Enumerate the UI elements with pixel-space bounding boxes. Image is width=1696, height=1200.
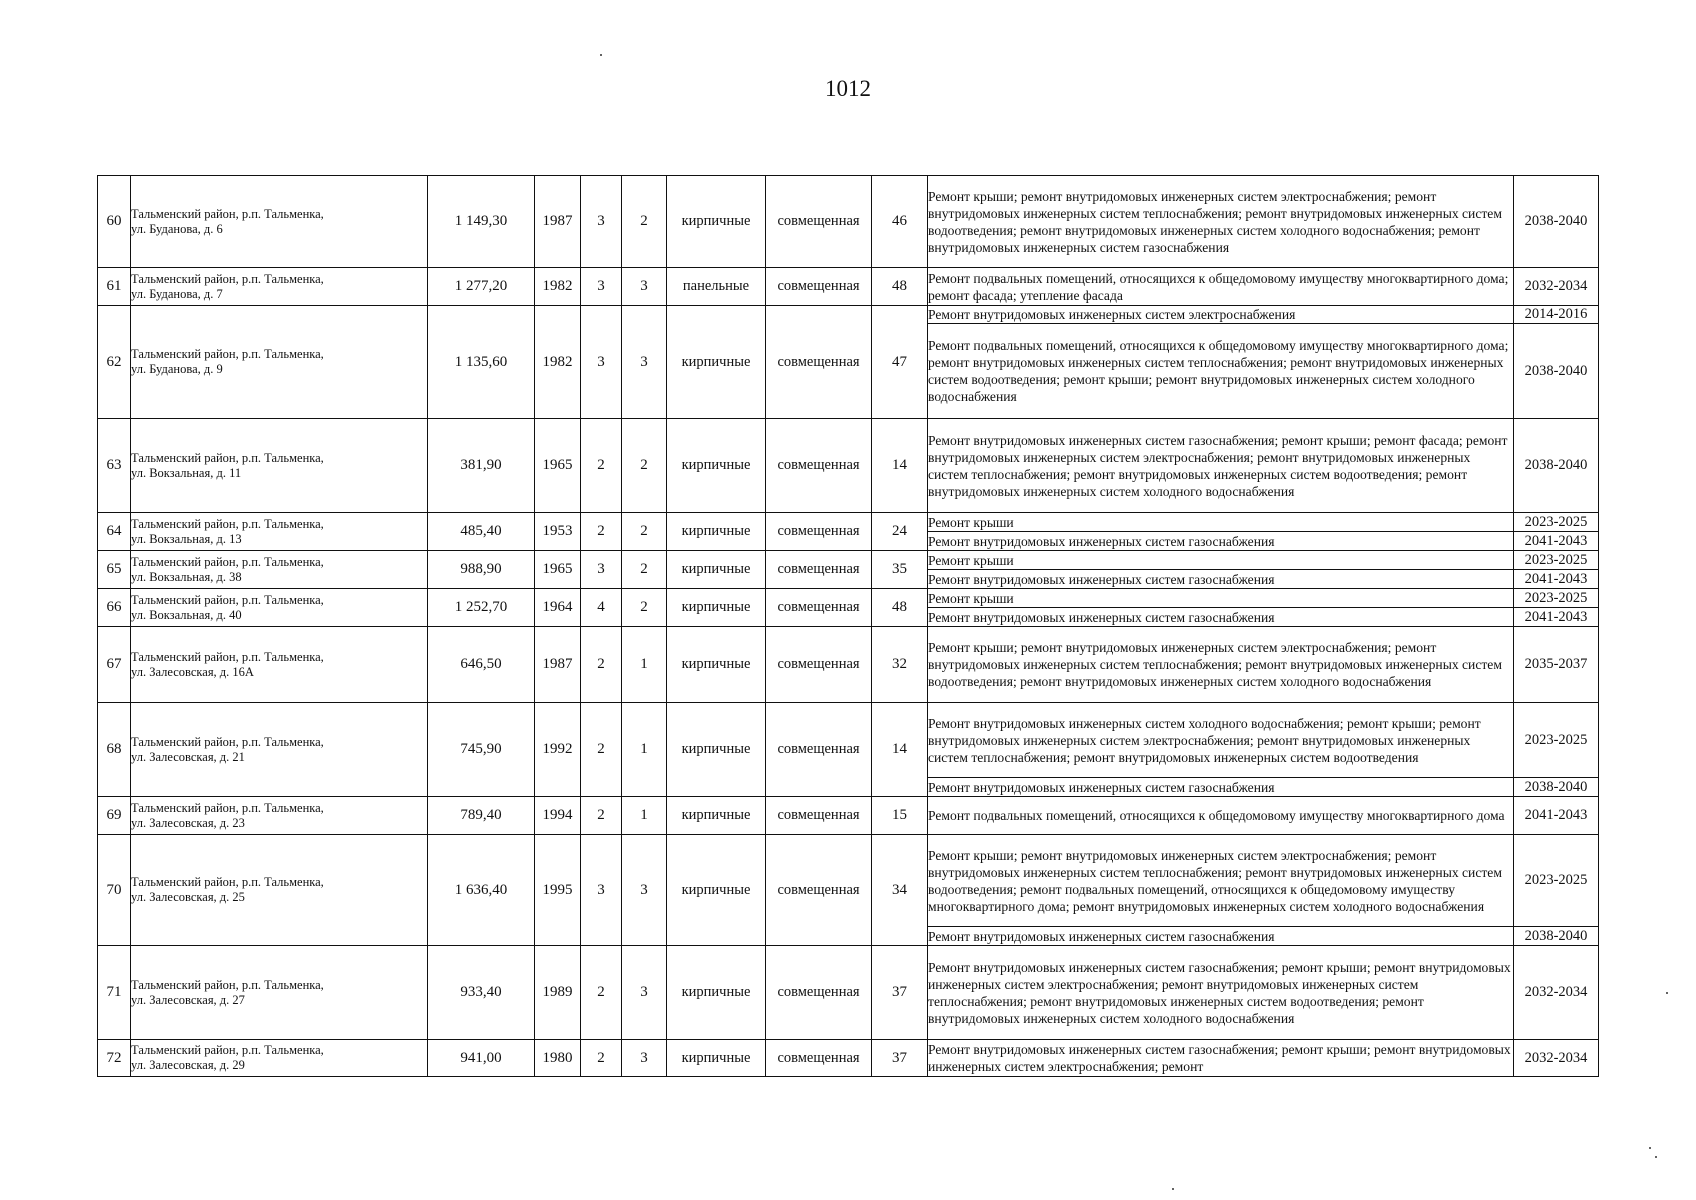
- repair-period: 2023-2025: [1514, 513, 1599, 532]
- roof-type: совмещенная: [766, 306, 872, 419]
- floors: 3: [581, 268, 622, 306]
- address-line: Тальменский район, р.п. Тальменка,: [131, 1043, 324, 1057]
- repair-period: 2038-2040: [1514, 778, 1599, 797]
- total-area: 933,40: [428, 946, 535, 1040]
- address-line: Тальменский район, р.п. Тальменка,: [131, 800, 324, 815]
- row-number: 61: [98, 268, 131, 306]
- repair-period: 2023-2025: [1514, 703, 1599, 778]
- address-line: ул. Залесовская, д. 21: [131, 749, 245, 764]
- roof-type: совмещенная: [766, 946, 872, 1040]
- year-built: 1982: [535, 268, 581, 306]
- wall-material: кирпичные: [667, 551, 766, 589]
- address-line: ул. Залесовская, д. 29: [131, 1058, 245, 1072]
- repair-period: 2032-2034: [1514, 946, 1599, 1040]
- roof-type: совмещенная: [766, 419, 872, 513]
- repair-works: Ремонт подвальных помещений, относящихся к общедомовому имуществу многоквартирного дома; ремонт внутридомовых инженерных систем теплоснабжения; ремонт внутридомовых инженерных систем водоотведения; ремонт крыши; ремонт внутридомовых инженерных систем холодного водоснабжения: [928, 324, 1514, 419]
- total-area: 789,40: [428, 797, 535, 835]
- year-built: 1965: [535, 551, 581, 589]
- roof-type: совмещенная: [766, 589, 872, 627]
- repair-works: Ремонт крыши; ремонт внутридомовых инженерных систем электроснабжения; ремонт внутридомовых инженерных систем теплоснабжения; ремонт внутридомовых инженерных систем водоотведения; ремонт внутридомовых инженерных систем холодного водоснабжения; ремонт внутридомовых инженерных систем газоснабжения: [928, 176, 1514, 268]
- entrances: 3: [622, 268, 667, 306]
- total-area: 941,00: [428, 1040, 535, 1077]
- address-cell: [131, 946, 428, 1040]
- address-line: ул. Залесовская, д. 23: [131, 815, 245, 830]
- scan-speck: [600, 54, 602, 56]
- wall-material: кирпичные: [667, 797, 766, 835]
- year-built: 1953: [535, 513, 581, 551]
- total-area: 485,40: [428, 513, 535, 551]
- repair-period: 2038-2040: [1514, 324, 1599, 419]
- floors: 2: [581, 513, 622, 551]
- wall-material: кирпичные: [667, 306, 766, 419]
- entrances: 1: [622, 627, 667, 703]
- roof-type: совмещенная: [766, 513, 872, 551]
- scan-speck: [1666, 992, 1668, 994]
- repair-works: Ремонт внутридомовых инженерных систем электроснабжения: [928, 306, 1514, 324]
- address-line: Тальменский район, р.п. Тальменка,: [131, 592, 324, 607]
- floors: 2: [581, 946, 622, 1040]
- scan-speck: [1655, 1156, 1657, 1158]
- apartment-count: 32: [872, 627, 928, 703]
- address-line: Тальменский район, р.п. Тальменка,: [131, 450, 324, 465]
- floors: 2: [581, 703, 622, 797]
- floors: 2: [581, 797, 622, 835]
- wall-material: кирпичные: [667, 589, 766, 627]
- repair-period: 2038-2040: [1514, 927, 1599, 946]
- roof-type: совмещенная: [766, 1040, 872, 1077]
- apartment-count: 37: [872, 946, 928, 1040]
- address-line: ул. Вокзальная, д. 13: [131, 531, 242, 546]
- apartment-count: 35: [872, 551, 928, 589]
- entrances: 2: [622, 419, 667, 513]
- address-cell: [131, 627, 428, 703]
- repair-period: 2038-2040: [1514, 176, 1599, 268]
- repair-period: 2038-2040: [1514, 419, 1599, 513]
- entrances: 2: [622, 589, 667, 627]
- year-built: 1964: [535, 589, 581, 627]
- total-area: 745,90: [428, 703, 535, 797]
- repair-period: 2032-2034: [1514, 1040, 1599, 1077]
- repair-works: Ремонт крыши: [928, 589, 1514, 608]
- total-area: 646,50: [428, 627, 535, 703]
- apartment-count: 37: [872, 1040, 928, 1077]
- address-cell: [131, 551, 428, 589]
- repair-works: Ремонт крыши; ремонт внутридомовых инженерных систем электроснабжения; ремонт внутридомовых инженерных систем теплоснабжения; ремонт внутридомовых инженерных систем водоотведения; ремонт подвальных помещений, относящихся к общедомовому имуществу многоквартирного дома; ремонт внутридомовых инженерных систем холодного водоснабжения: [928, 835, 1514, 927]
- apartment-count: 47: [872, 306, 928, 419]
- year-built: 1989: [535, 946, 581, 1040]
- table-row: [98, 946, 1599, 1040]
- table-row: [98, 268, 1599, 306]
- repair-works: Ремонт подвальных помещений, относящихся к общедомовому имуществу многоквартирного дома: [928, 797, 1514, 835]
- address-cell: [131, 1040, 428, 1077]
- roof-type: совмещенная: [766, 627, 872, 703]
- floors: 2: [581, 627, 622, 703]
- apartment-count: 24: [872, 513, 928, 551]
- address-cell: [131, 835, 428, 946]
- apartment-count: 15: [872, 797, 928, 835]
- repair-period: 2041-2043: [1514, 532, 1599, 551]
- row-number: 60: [98, 176, 131, 268]
- address-line: ул. Залесовская, д. 25: [131, 890, 245, 904]
- roof-type: совмещенная: [766, 797, 872, 835]
- table-row: [98, 589, 1599, 608]
- repair-period: 2023-2025: [1514, 835, 1599, 927]
- floors: 3: [581, 306, 622, 419]
- row-number: 66: [98, 589, 131, 627]
- repair-works: Ремонт подвальных помещений, относящихся к общедомовому имуществу многоквартирного дома; ремонт фасада; утепление фасада: [928, 268, 1514, 306]
- year-built: 1987: [535, 176, 581, 268]
- apartment-count: 48: [872, 268, 928, 306]
- repair-works: Ремонт крыши: [928, 551, 1514, 570]
- repair-works: Ремонт внутридомовых инженерных систем газоснабжения; ремонт крыши; ремонт внутридомовых инженерных систем электроснабжения; ремонт внутридомовых инженерных систем теплоснабжения; ремонт внутридомовых инженерных систем водоотведения; ремонт внутридомовых инженерных систем холодного водоснабжения: [928, 946, 1514, 1040]
- total-area: 1 252,70: [428, 589, 535, 627]
- address-cell: [131, 306, 428, 419]
- entrances: 2: [622, 513, 667, 551]
- wall-material: кирпичные: [667, 1040, 766, 1077]
- repair-period: 2032-2034: [1514, 268, 1599, 306]
- repair-works: Ремонт внутридомовых инженерных систем газоснабжения; ремонт крыши; ремонт фасада; ремонт внутридомовых инженерных систем электроснабжения; ремонт внутридомовых инженерных систем теплоснабжения; ремонт внутридомовых инженерных систем водоотведения; ремонт внутридомовых инженерных систем холодного водоснабжения: [928, 419, 1514, 513]
- wall-material: панельные: [667, 268, 766, 306]
- row-number: 71: [98, 946, 131, 1040]
- address-line: ул. Вокзальная, д. 38: [131, 569, 242, 584]
- address-line: ул. Залесовская, д. 27: [131, 992, 245, 1007]
- total-area: 381,90: [428, 419, 535, 513]
- repair-works: Ремонт внутридомовых инженерных систем газоснабжения: [928, 927, 1514, 946]
- apartment-count: 14: [872, 703, 928, 797]
- total-area: 1 277,20: [428, 268, 535, 306]
- address-line: Тальменский район, р.п. Тальменка,: [131, 649, 324, 664]
- repair-period: 2041-2043: [1514, 570, 1599, 589]
- address-line: Тальменский район, р.п. Тальменка,: [131, 516, 324, 531]
- page-number: 1012: [825, 76, 871, 101]
- address-line: Тальменский район, р.п. Тальменка,: [131, 734, 324, 749]
- repair-period: 2014-2016: [1514, 306, 1599, 324]
- wall-material: кирпичные: [667, 835, 766, 946]
- year-built: 1987: [535, 627, 581, 703]
- housing-repair-table: [97, 175, 1599, 1077]
- roof-type: совмещенная: [766, 835, 872, 946]
- row-number: 65: [98, 551, 131, 589]
- address-cell: [131, 513, 428, 551]
- address-line: ул. Буданова, д. 9: [131, 362, 223, 376]
- address-line: ул. Буданова, д. 7: [131, 286, 223, 301]
- apartment-count: 14: [872, 419, 928, 513]
- entrances: 1: [622, 703, 667, 797]
- address-cell: [131, 176, 428, 268]
- address-cell: [131, 589, 428, 627]
- wall-material: кирпичные: [667, 703, 766, 797]
- repair-works: Ремонт внутридомовых инженерных систем холодного водоснабжения; ремонт крыши; ремонт внутридомовых инженерных систем электроснабжения; ремонт внутридомовых инженерных систем теплоснабжения; ремонт внутридомовых инженерных систем водоотведения: [928, 703, 1514, 778]
- address-line: ул. Вокзальная, д. 40: [131, 607, 242, 622]
- table-row: [98, 513, 1599, 532]
- address-cell: [131, 268, 428, 306]
- repair-works: Ремонт внутридомовых инженерных систем газоснабжения: [928, 608, 1514, 627]
- entrances: 3: [622, 946, 667, 1040]
- address-cell: [131, 703, 428, 797]
- floors: 3: [581, 835, 622, 946]
- repair-works: Ремонт крыши; ремонт внутридомовых инженерных систем электроснабжения; ремонт внутридомовых инженерных систем теплоснабжения; ремонт внутридомовых инженерных систем водоотведения; ремонт внутридомовых инженерных систем холодного водоснабжения: [928, 627, 1514, 703]
- year-built: 1980: [535, 1040, 581, 1077]
- repair-period: 2023-2025: [1514, 589, 1599, 608]
- repair-works: Ремонт внутридомовых инженерных систем газоснабжения; ремонт крыши; ремонт внутридомовых инженерных систем электроснабжения; ремонт: [928, 1040, 1514, 1077]
- table-row: [98, 1040, 1599, 1077]
- repair-works: Ремонт внутридомовых инженерных систем газоснабжения: [928, 532, 1514, 551]
- address-line: ул. Залесовская, д. 16А: [131, 664, 254, 679]
- entrances: 2: [622, 551, 667, 589]
- wall-material: кирпичные: [667, 627, 766, 703]
- wall-material: кирпичные: [667, 946, 766, 1040]
- scan-speck: [1649, 1147, 1651, 1149]
- address-line: ул. Вокзальная, д. 11: [131, 465, 242, 480]
- floors: 4: [581, 589, 622, 627]
- scan-speck: [1172, 1188, 1174, 1190]
- roof-type: совмещенная: [766, 703, 872, 797]
- table-row: [98, 835, 1599, 927]
- address-cell: [131, 419, 428, 513]
- row-number: 64: [98, 513, 131, 551]
- total-area: 1 149,30: [428, 176, 535, 268]
- floors: 3: [581, 551, 622, 589]
- roof-type: совмещенная: [766, 268, 872, 306]
- wall-material: кирпичные: [667, 419, 766, 513]
- row-number: 63: [98, 419, 131, 513]
- table-body: [98, 176, 1599, 1077]
- repair-period: 2023-2025: [1514, 551, 1599, 570]
- year-built: 1995: [535, 835, 581, 946]
- roof-type: совмещенная: [766, 176, 872, 268]
- year-built: 1982: [535, 306, 581, 419]
- year-built: 1994: [535, 797, 581, 835]
- table-row: [98, 306, 1599, 324]
- year-built: 1992: [535, 703, 581, 797]
- table-row: [98, 797, 1599, 835]
- entrances: 3: [622, 1040, 667, 1077]
- total-area: 988,90: [428, 551, 535, 589]
- roof-type: совмещенная: [766, 551, 872, 589]
- table-row: [98, 703, 1599, 778]
- repair-works: Ремонт крыши: [928, 513, 1514, 532]
- address-line: Тальменский район, р.п. Тальменка,: [131, 554, 324, 569]
- address-line: ул. Буданова, д. 6: [131, 221, 223, 236]
- address-line: Тальменский район, р.п. Тальменка,: [131, 271, 324, 286]
- total-area: 1 135,60: [428, 306, 535, 419]
- table-row: [98, 419, 1599, 513]
- table-row: [98, 627, 1599, 703]
- wall-material: кирпичные: [667, 513, 766, 551]
- address-line: Тальменский район, р.п. Тальменка,: [131, 206, 324, 221]
- address-line: Тальменский район, р.п. Тальменка,: [131, 875, 324, 889]
- row-number: 72: [98, 1040, 131, 1077]
- wall-material: кирпичные: [667, 176, 766, 268]
- row-number: 69: [98, 797, 131, 835]
- floors: 2: [581, 419, 622, 513]
- repair-period: 2041-2043: [1514, 797, 1599, 835]
- apartment-count: 48: [872, 589, 928, 627]
- repair-period: 2041-2043: [1514, 608, 1599, 627]
- table-row: [98, 551, 1599, 570]
- entrances: 2: [622, 176, 667, 268]
- table-row: [98, 176, 1599, 268]
- address-cell: [131, 797, 428, 835]
- row-number: 70: [98, 835, 131, 946]
- year-built: 1965: [535, 419, 581, 513]
- floors: 2: [581, 1040, 622, 1077]
- repair-period: 2035-2037: [1514, 627, 1599, 703]
- apartment-count: 46: [872, 176, 928, 268]
- floors: 3: [581, 176, 622, 268]
- address-line: Тальменский район, р.п. Тальменка,: [131, 977, 324, 992]
- repair-works: Ремонт внутридомовых инженерных систем газоснабжения: [928, 778, 1514, 797]
- entrances: 3: [622, 835, 667, 946]
- row-number: 67: [98, 627, 131, 703]
- entrances: 3: [622, 306, 667, 419]
- address-line: Тальменский район, р.п. Тальменка,: [131, 347, 324, 361]
- entrances: 1: [622, 797, 667, 835]
- row-number: 62: [98, 306, 131, 419]
- apartment-count: 34: [872, 835, 928, 946]
- repair-works: Ремонт внутридомовых инженерных систем газоснабжения: [928, 570, 1514, 589]
- row-number: 68: [98, 703, 131, 797]
- total-area: 1 636,40: [428, 835, 535, 946]
